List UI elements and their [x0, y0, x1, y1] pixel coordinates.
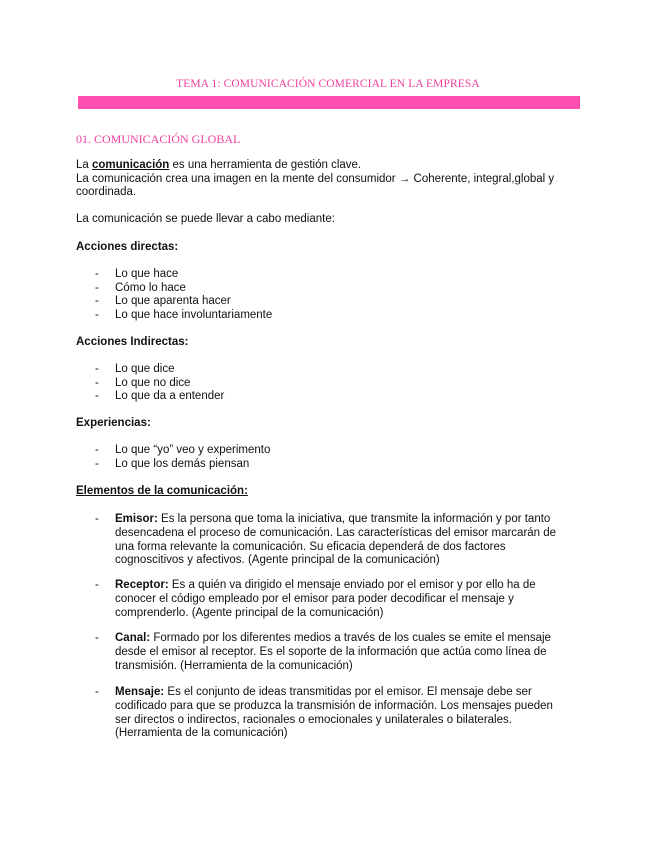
header-accent-bar	[78, 96, 580, 109]
list-item: - Cómo lo hace	[95, 281, 186, 294]
bullet-dash: -	[95, 363, 99, 375]
intro-term: comunicación	[92, 159, 170, 171]
element-term: Emisor:	[115, 513, 158, 525]
element-receptor	[76, 579, 568, 620]
element-emisor	[76, 513, 568, 568]
intro-suffix: es una herramienta de gestión clave.	[169, 159, 362, 171]
list-item: - Lo que los demás piensan	[95, 457, 250, 470]
element-canal	[76, 632, 568, 673]
list-item: - Lo que “yo” veo y experimento	[95, 444, 271, 456]
bullet-dash: -	[95, 632, 99, 644]
list-item: - Lo que hace involuntariamente	[95, 308, 273, 321]
list-acciones-directas	[76, 268, 272, 322]
element-text: Es la persona que toma la iniciativa, que transmite la información y por tanto desencadena el proceso de comunicación. Las características del emisor marcarán de una forma relevante la comunicación. Su eficacia dependerá de dos factores cognoscitivos y afectivos. (Agente principal de la comunicación)	[115, 513, 557, 567]
bullet-dash: -	[95, 295, 99, 308]
heading-acciones-indirectas: Acciones Indirectas:	[76, 336, 189, 348]
document-title: TEMA 1: COMUNICACIÓN COMERCIAL EN LA EMPRESA	[176, 78, 480, 90]
list-item: - Lo que dice	[95, 363, 175, 375]
intro-line2: La comunicación crea una imagen en la mente del consumidor → Coherente, integral,global y coordinada.	[76, 172, 555, 198]
intro-prefix: La	[76, 159, 92, 171]
heading-acciones-directas: Acciones directas:	[76, 241, 179, 253]
bullet-dash: -	[95, 513, 99, 525]
list-item: - Lo que no dice	[95, 376, 191, 389]
heading-experiencias: Experiencias:	[76, 417, 151, 429]
list-experiencias	[76, 444, 270, 471]
section-title: 01. COMUNICACIÓN GLOBAL	[76, 132, 241, 146]
intro-line3: La comunicación se puede llevar a cabo mediante:	[76, 213, 335, 225]
list-item: - Lo que hace	[95, 268, 179, 280]
element-text: Formado por los diferentes medios a través de los cuales se emite el mensaje desde el emisor al receptor. Es el soporte de la información que actúa como línea de transmisión. (Herramienta de la comunicación)	[115, 632, 551, 672]
bullet-dash: -	[95, 579, 99, 591]
list-item: - Lo que da a entender	[95, 390, 225, 403]
bullet-dash: -	[95, 457, 99, 470]
bullet-dash: -	[95, 281, 99, 294]
bullet-dash: -	[95, 376, 99, 389]
intro-paragraph	[76, 159, 576, 200]
element-mensaje	[76, 686, 568, 741]
bullet-dash: -	[95, 308, 99, 321]
element-text: Es el conjunto de ideas transmitidas por el emisor. El mensaje debe ser codificado para que se produzca la transmisión de información. Los mensajes pueden ser directos o indirectos, racionales o emocionales y unilaterales o bilaterales. (Herramienta de la comunicación)	[115, 686, 553, 740]
bullet-dash: -	[95, 390, 99, 403]
list-item: - Lo que aparenta hacer	[95, 295, 231, 308]
heading-elementos: Elementos de la comunicación:	[76, 485, 248, 497]
element-term: Mensaje:	[115, 686, 165, 698]
element-term: Receptor:	[115, 579, 169, 591]
bullet-dash: -	[95, 268, 99, 280]
element-text: Es a quién va dirigido el mensaje enviado por el emisor y por ello ha de conocer el código empleado por el emisor para poder decodificar el mensaje y comprenderlo. (Agente principal de la comunicación)	[115, 579, 536, 619]
bullet-dash: -	[95, 686, 99, 698]
element-term: Canal:	[115, 632, 151, 644]
list-acciones-indirectas	[76, 363, 224, 404]
bullet-dash: -	[95, 444, 99, 456]
